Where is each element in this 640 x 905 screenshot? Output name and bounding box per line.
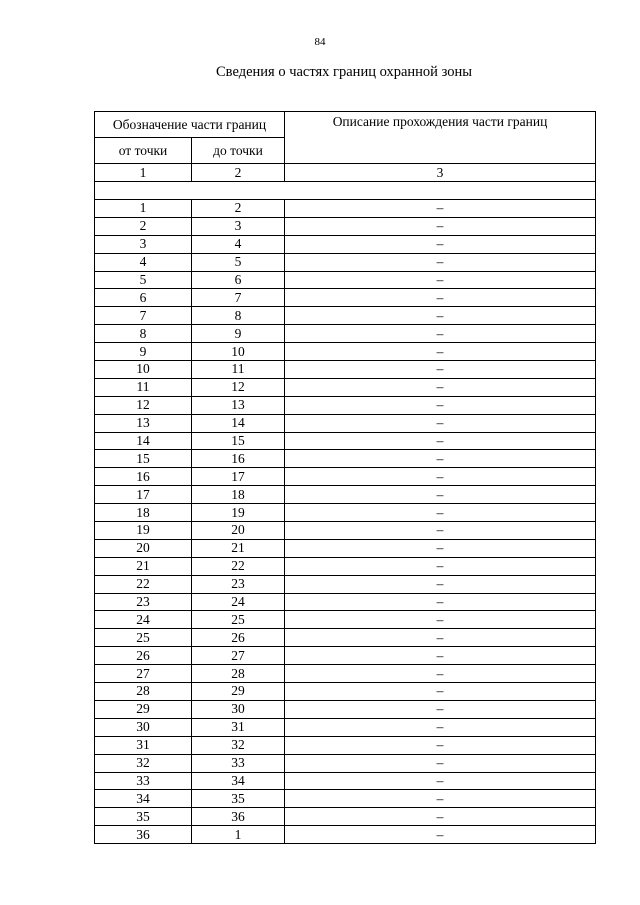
from-point-cell: 10 (95, 361, 192, 379)
boundary-parts-table (94, 111, 596, 844)
table-row (95, 450, 596, 468)
description-cell: – (285, 468, 596, 486)
from-point-cell: 21 (95, 557, 192, 575)
from-point-cell: 32 (95, 754, 192, 772)
description-cell: – (285, 343, 596, 361)
to-point-cell: 17 (192, 468, 285, 486)
to-point-cell: 22 (192, 557, 285, 575)
from-point-cell: 5 (95, 271, 192, 289)
table-row (95, 683, 596, 701)
from-point-cell: 13 (95, 414, 192, 432)
to-point-cell: 21 (192, 539, 285, 557)
to-point-cell: 25 (192, 611, 285, 629)
description-cell: – (285, 396, 596, 414)
description-cell: – (285, 522, 596, 540)
table-row (95, 289, 596, 307)
to-point-cell: 27 (192, 647, 285, 665)
table-row (95, 808, 596, 826)
description-cell: – (285, 557, 596, 575)
from-point-cell: 4 (95, 253, 192, 271)
from-point-cell: 17 (95, 486, 192, 504)
table-row (95, 378, 596, 396)
from-point-cell: 31 (95, 736, 192, 754)
table-row (95, 665, 596, 683)
from-point-cell: 35 (95, 808, 192, 826)
from-point-cell: 16 (95, 468, 192, 486)
table-row (95, 790, 596, 808)
to-point-cell: 18 (192, 486, 285, 504)
description-cell: – (285, 378, 596, 396)
table-row (95, 593, 596, 611)
table-row (95, 217, 596, 235)
to-point-cell: 29 (192, 683, 285, 701)
description-cell: – (285, 271, 596, 289)
table-row (95, 361, 596, 379)
description-cell: – (285, 575, 596, 593)
to-point-cell: 11 (192, 361, 285, 379)
table-row (95, 772, 596, 790)
table-row (95, 557, 596, 575)
to-point-cell: 31 (192, 718, 285, 736)
from-point-cell: 19 (95, 522, 192, 540)
description-cell: – (285, 432, 596, 450)
description-cell: – (285, 361, 596, 379)
from-point-cell: 34 (95, 790, 192, 808)
to-point-cell: 26 (192, 629, 285, 647)
description-cell: – (285, 718, 596, 736)
from-point-cell: 24 (95, 611, 192, 629)
description-cell: – (285, 593, 596, 611)
table-row (95, 754, 596, 772)
table-body (95, 200, 596, 844)
description-cell: – (285, 200, 596, 218)
from-point-cell: 28 (95, 683, 192, 701)
table-row (95, 575, 596, 593)
to-point-cell: 34 (192, 772, 285, 790)
to-point-cell: 33 (192, 754, 285, 772)
table-row (95, 700, 596, 718)
from-point-cell: 6 (95, 289, 192, 307)
to-point-cell: 4 (192, 235, 285, 253)
from-point-cell: 7 (95, 307, 192, 325)
to-point-cell: 9 (192, 325, 285, 343)
from-point-cell: 11 (95, 378, 192, 396)
to-point-cell: 15 (192, 432, 285, 450)
description-cell: – (285, 450, 596, 468)
to-point-cell: 19 (192, 504, 285, 522)
table-row (95, 539, 596, 557)
page-number: 84 (314, 36, 326, 48)
description-cell: – (285, 307, 596, 325)
table-row (95, 325, 596, 343)
from-point-cell: 36 (95, 826, 192, 844)
table-row (95, 647, 596, 665)
table-row (95, 235, 596, 253)
description-cell: – (285, 325, 596, 343)
table-row (95, 200, 596, 218)
table-row (95, 736, 596, 754)
description-cell: – (285, 683, 596, 701)
from-point-cell: 29 (95, 700, 192, 718)
to-point-cell: 16 (192, 450, 285, 468)
table-row (95, 486, 596, 504)
to-point-cell: 1 (192, 826, 285, 844)
to-point-cell: 6 (192, 271, 285, 289)
table-row (95, 629, 596, 647)
description-cell: – (285, 611, 596, 629)
from-point-cell: 9 (95, 343, 192, 361)
description-cell: – (285, 217, 596, 235)
description-cell: – (285, 253, 596, 271)
from-point-cell: 8 (95, 325, 192, 343)
from-point-cell: 27 (95, 665, 192, 683)
column-number-2: 2 (192, 164, 285, 182)
table-row (95, 343, 596, 361)
table-row (95, 307, 596, 325)
to-point-cell: 32 (192, 736, 285, 754)
description-cell: – (285, 504, 596, 522)
to-point-cell: 28 (192, 665, 285, 683)
description-cell: – (285, 736, 596, 754)
table-row (95, 271, 596, 289)
description-cell: – (285, 826, 596, 844)
to-point-cell: 12 (192, 378, 285, 396)
description-cell: – (285, 414, 596, 432)
to-point-cell: 23 (192, 575, 285, 593)
from-point-cell: 23 (95, 593, 192, 611)
to-point-cell: 7 (192, 289, 285, 307)
description-cell: – (285, 629, 596, 647)
from-point-cell: 22 (95, 575, 192, 593)
column-number-3: 3 (285, 164, 596, 182)
table-row (95, 468, 596, 486)
to-point-cell: 36 (192, 808, 285, 826)
description-cell: – (285, 754, 596, 772)
to-point-cell: 35 (192, 790, 285, 808)
header-to-point: до точки (192, 138, 285, 164)
header-boundary-designation: Обозначение части границ (95, 112, 285, 138)
to-point-cell: 24 (192, 593, 285, 611)
from-point-cell: 14 (95, 432, 192, 450)
to-point-cell: 8 (192, 307, 285, 325)
table-row (95, 414, 596, 432)
description-cell: – (285, 700, 596, 718)
header-from-point: от точки (95, 138, 192, 164)
from-point-cell: 3 (95, 235, 192, 253)
header-description: Описание прохождения части границ (285, 112, 596, 164)
description-cell: – (285, 647, 596, 665)
table-row (95, 826, 596, 844)
table-row (95, 253, 596, 271)
from-point-cell: 33 (95, 772, 192, 790)
to-point-cell: 14 (192, 414, 285, 432)
table-row (95, 522, 596, 540)
description-cell: – (285, 539, 596, 557)
description-cell: – (285, 772, 596, 790)
to-point-cell: 13 (192, 396, 285, 414)
to-point-cell: 5 (192, 253, 285, 271)
from-point-cell: 30 (95, 718, 192, 736)
to-point-cell: 30 (192, 700, 285, 718)
description-cell: – (285, 808, 596, 826)
from-point-cell: 20 (95, 539, 192, 557)
to-point-cell: 20 (192, 522, 285, 540)
column-number-1: 1 (95, 164, 192, 182)
from-point-cell: 25 (95, 629, 192, 647)
section-row (95, 182, 596, 200)
description-cell: – (285, 665, 596, 683)
to-point-cell: 2 (192, 200, 285, 218)
from-point-cell: 15 (95, 450, 192, 468)
table-row (95, 396, 596, 414)
from-point-cell: 1 (95, 200, 192, 218)
description-cell: – (285, 790, 596, 808)
table-row (95, 432, 596, 450)
page-title: Сведения о частях границ охранной зоны (216, 64, 472, 80)
from-point-cell: 2 (95, 217, 192, 235)
table-row (95, 611, 596, 629)
description-cell: – (285, 486, 596, 504)
from-point-cell: 18 (95, 504, 192, 522)
description-cell: – (285, 289, 596, 307)
to-point-cell: 10 (192, 343, 285, 361)
from-point-cell: 12 (95, 396, 192, 414)
to-point-cell: 3 (192, 217, 285, 235)
description-cell: – (285, 235, 596, 253)
from-point-cell: 26 (95, 647, 192, 665)
table-row (95, 718, 596, 736)
table-row (95, 504, 596, 522)
